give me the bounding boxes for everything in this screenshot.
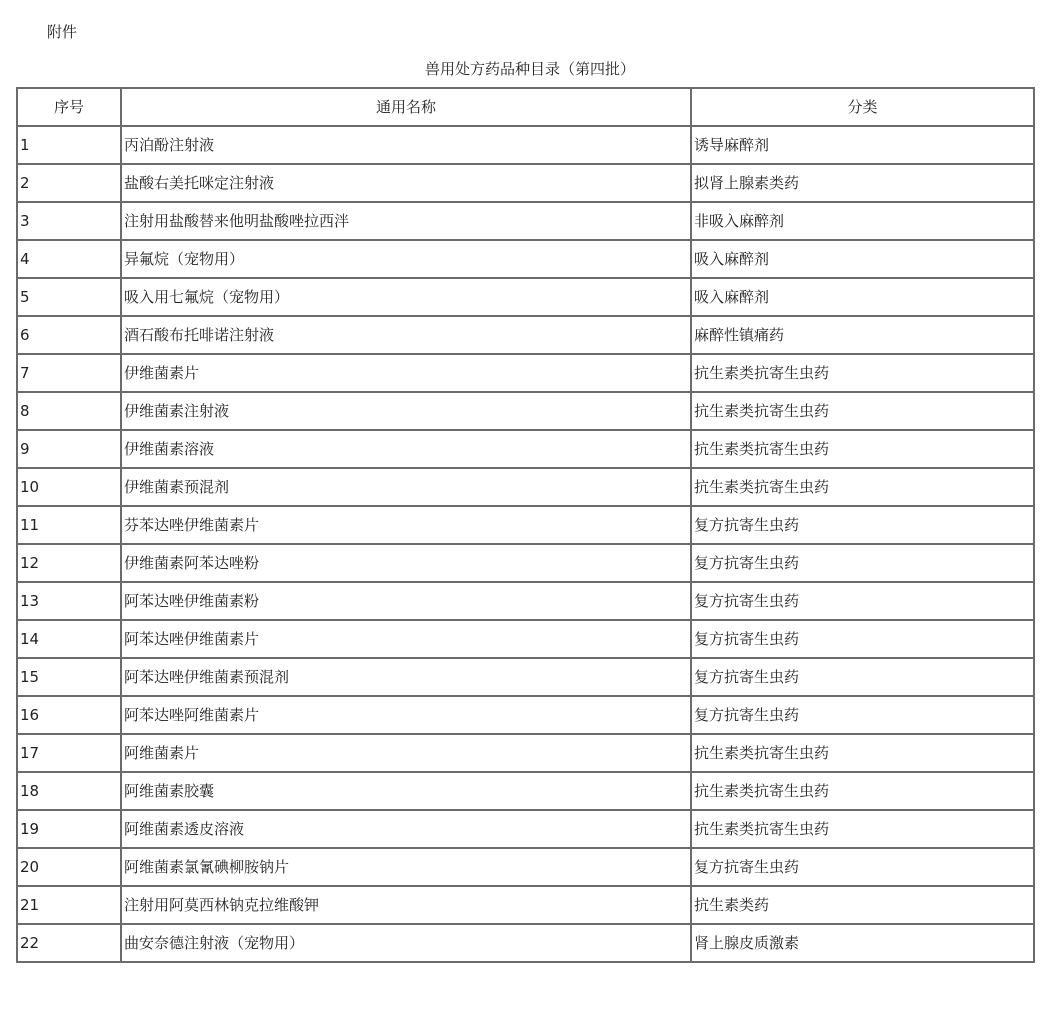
table-row — [17, 392, 1034, 430]
cell-category: 吸入麻醉剂 — [691, 240, 1034, 278]
cell-number: 22 — [17, 924, 121, 962]
cell-number: 2 — [17, 164, 121, 202]
column-header-category: 分类 — [691, 88, 1034, 126]
table-row — [17, 620, 1034, 658]
cell-category: 抗生素类抗寄生虫药 — [691, 468, 1034, 506]
table-row — [17, 316, 1034, 354]
cell-generic-name: 阿维菌素氯氰碘柳胺钠片 — [121, 848, 691, 886]
table-row — [17, 848, 1034, 886]
table-row — [17, 468, 1034, 506]
cell-number: 12 — [17, 544, 121, 582]
cell-number: 20 — [17, 848, 121, 886]
cell-category: 抗生素类药 — [691, 886, 1034, 924]
column-header-number: 序号 — [17, 88, 121, 126]
cell-generic-name: 阿维菌素胶囊 — [121, 772, 691, 810]
cell-generic-name: 伊维菌素片 — [121, 354, 691, 392]
cell-generic-name: 注射用阿莫西林钠克拉维酸钾 — [121, 886, 691, 924]
cell-generic-name: 伊维菌素注射液 — [121, 392, 691, 430]
cell-category: 肾上腺皮质激素 — [691, 924, 1034, 962]
cell-number: 5 — [17, 278, 121, 316]
cell-category: 抗生素类抗寄生虫药 — [691, 430, 1034, 468]
table-row — [17, 734, 1034, 772]
table-row — [17, 772, 1034, 810]
cell-number: 4 — [17, 240, 121, 278]
cell-category: 复方抗寄生虫药 — [691, 582, 1034, 620]
cell-number: 6 — [17, 316, 121, 354]
table-row — [17, 810, 1034, 848]
table-header-row — [17, 88, 1034, 126]
cell-category: 复方抗寄生虫药 — [691, 506, 1034, 544]
cell-category: 复方抗寄生虫药 — [691, 544, 1034, 582]
cell-number: 19 — [17, 810, 121, 848]
cell-category: 复方抗寄生虫药 — [691, 848, 1034, 886]
cell-number: 18 — [17, 772, 121, 810]
cell-category: 复方抗寄生虫药 — [691, 658, 1034, 696]
cell-generic-name: 阿苯达唑阿维菌素片 — [121, 696, 691, 734]
cell-generic-name: 阿苯达唑伊维菌素预混剂 — [121, 658, 691, 696]
cell-generic-name: 伊维菌素预混剂 — [121, 468, 691, 506]
cell-number: 10 — [17, 468, 121, 506]
cell-generic-name: 盐酸右美托咪定注射液 — [121, 164, 691, 202]
cell-number: 21 — [17, 886, 121, 924]
cell-generic-name: 伊维菌素溶液 — [121, 430, 691, 468]
cell-number: 1 — [17, 126, 121, 164]
cell-generic-name: 阿维菌素片 — [121, 734, 691, 772]
document-title: 兽用处方药品种目录（第四批） — [424, 60, 635, 78]
table-row — [17, 278, 1034, 316]
cell-category: 抗生素类抗寄生虫药 — [691, 392, 1034, 430]
table-row — [17, 126, 1034, 164]
cell-generic-name: 异氟烷（宠物用） — [121, 240, 691, 278]
table-row — [17, 696, 1034, 734]
table-row — [17, 924, 1034, 962]
cell-category: 诱导麻醉剂 — [691, 126, 1034, 164]
cell-number: 7 — [17, 354, 121, 392]
table-row — [17, 658, 1034, 696]
cell-number: 14 — [17, 620, 121, 658]
cell-number: 8 — [17, 392, 121, 430]
cell-generic-name: 阿维菌素透皮溶液 — [121, 810, 691, 848]
cell-category: 抗生素类抗寄生虫药 — [691, 734, 1034, 772]
cell-generic-name: 阿苯达唑伊维菌素粉 — [121, 582, 691, 620]
cell-number: 11 — [17, 506, 121, 544]
cell-category: 抗生素类抗寄生虫药 — [691, 354, 1034, 392]
cell-category: 拟肾上腺素类药 — [691, 164, 1034, 202]
cell-category: 非吸入麻醉剂 — [691, 202, 1034, 240]
cell-number: 15 — [17, 658, 121, 696]
column-header-generic-name: 通用名称 — [121, 88, 691, 126]
cell-category: 吸入麻醉剂 — [691, 278, 1034, 316]
cell-number: 3 — [17, 202, 121, 240]
cell-generic-name: 酒石酸布托啡诺注射液 — [121, 316, 691, 354]
cell-category: 麻醉性镇痛药 — [691, 316, 1034, 354]
cell-generic-name: 曲安奈德注射液（宠物用） — [121, 924, 691, 962]
table-row — [17, 506, 1034, 544]
cell-category: 复方抗寄生虫药 — [691, 620, 1034, 658]
drug-catalog-table — [16, 87, 1035, 963]
cell-category: 抗生素类抗寄生虫药 — [691, 810, 1034, 848]
cell-generic-name: 丙泊酚注射液 — [121, 126, 691, 164]
cell-category: 抗生素类抗寄生虫药 — [691, 772, 1034, 810]
table-row — [17, 582, 1034, 620]
table-row — [17, 240, 1034, 278]
cell-generic-name: 芬苯达唑伊维菌素片 — [121, 506, 691, 544]
cell-number: 16 — [17, 696, 121, 734]
table-row — [17, 430, 1034, 468]
table-row — [17, 202, 1034, 240]
table-row — [17, 354, 1034, 392]
cell-generic-name: 伊维菌素阿苯达唑粉 — [121, 544, 691, 582]
cell-number: 9 — [17, 430, 121, 468]
cell-generic-name: 注射用盐酸替来他明盐酸唑拉西泮 — [121, 202, 691, 240]
table-row — [17, 886, 1034, 924]
attachment-label: 附件 — [47, 23, 78, 41]
cell-generic-name: 阿苯达唑伊维菌素片 — [121, 620, 691, 658]
cell-category: 复方抗寄生虫药 — [691, 696, 1034, 734]
cell-number: 17 — [17, 734, 121, 772]
table-row — [17, 164, 1034, 202]
table-row — [17, 544, 1034, 582]
cell-number: 13 — [17, 582, 121, 620]
cell-generic-name: 吸入用七氟烷（宠物用） — [121, 278, 691, 316]
